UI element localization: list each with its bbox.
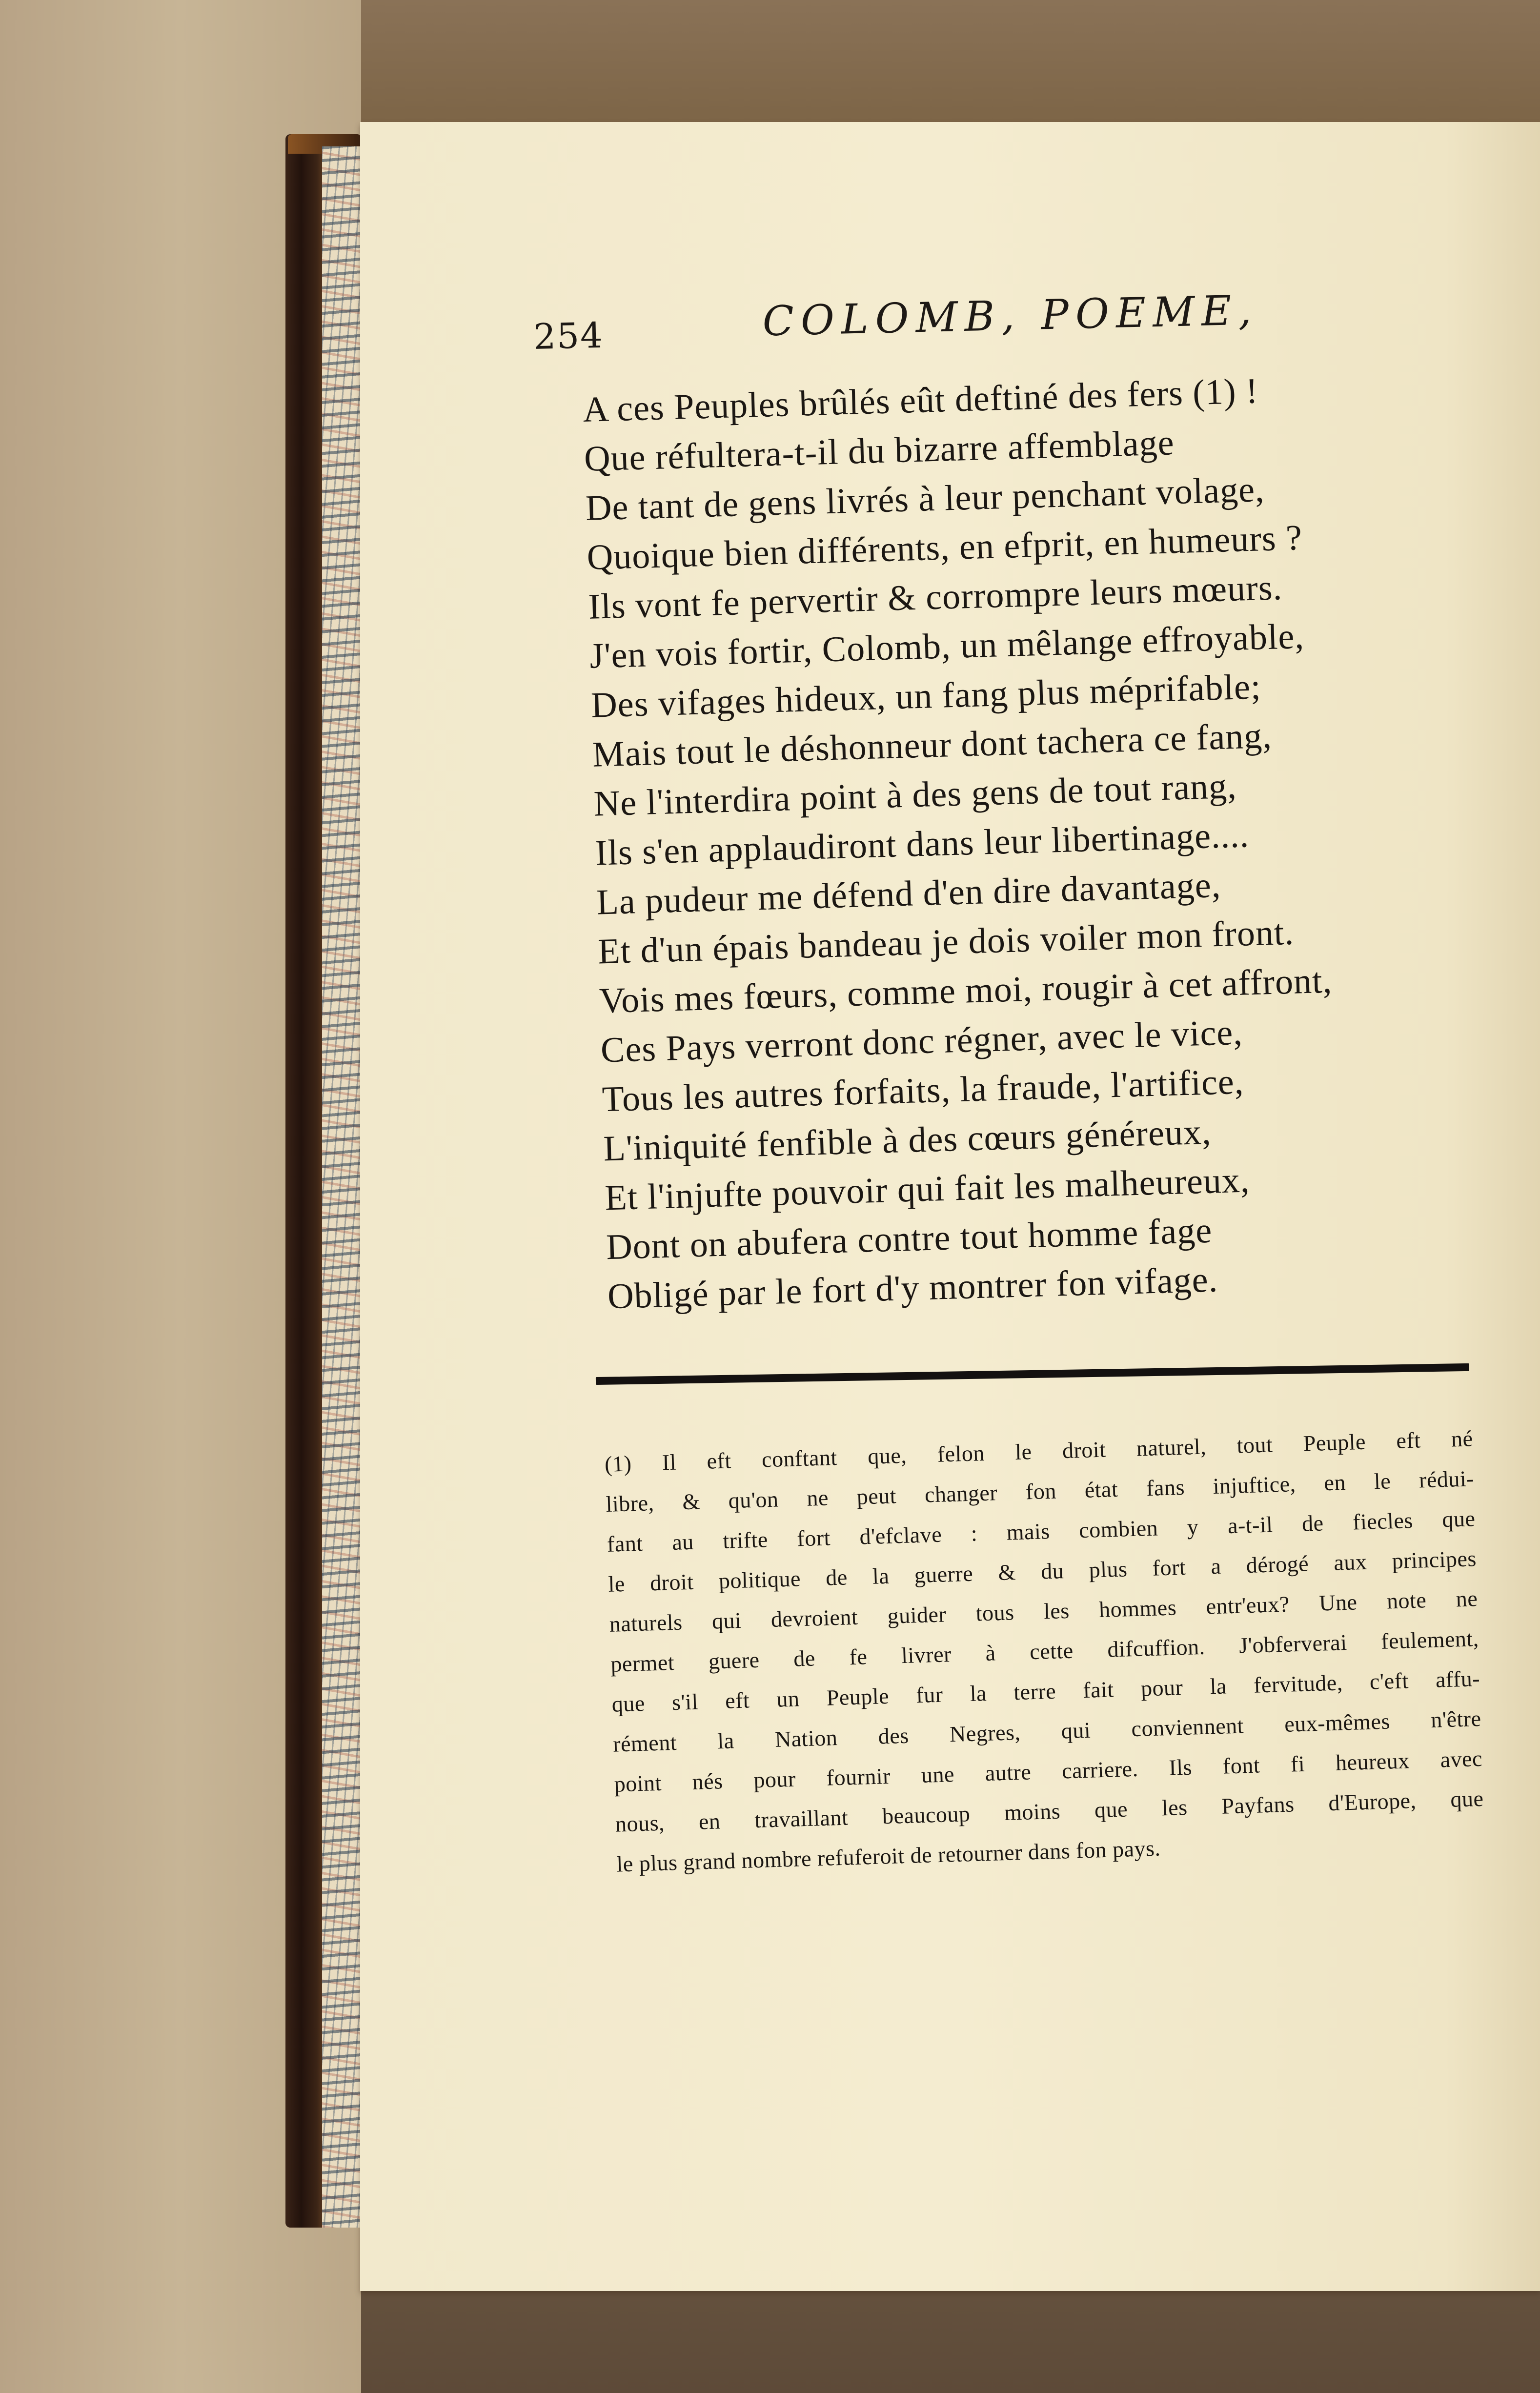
footnote-line: (1) Il eft conftant que, felon le droit naturel, tout Peuple eft né [604,1426,1474,1477]
footnote-line: nous, en travaillant beaucoup moins que les Payfans d'Europe, que [615,1785,1484,1837]
verse-line: Mais tout le déshonneur dont tachera ce fang, [591,715,1273,775]
verse-line: A ces Peuples brûlés eût deftiné des fers (1) ! [582,371,1259,430]
verse-line: L'iniquité fenfible à des cœurs généreux, [603,1112,1212,1169]
book-page [360,122,1540,2291]
verse-line: Et d'un épais bandeau je dois voiler mon front. [597,912,1295,972]
poem-verse [582,360,1511,1321]
verse-line: Des vifages hideux, un fang plus méprifable; [590,667,1262,726]
verse-line: Vois mes fœurs, comme moi, rougir à cet affront, [599,960,1333,1021]
footnote-rule [596,1363,1469,1385]
footnote-line: naturels qui devroient guider tous les hommes entr'eux? Une note ne [609,1586,1478,1637]
verse-line: Dont on abufera contre tout homme fage [606,1210,1213,1268]
footnote-line: rément la Nation des Negres, qui conviennent eux-mêmes n'être [612,1705,1482,1757]
verse-line: La pudeur me défend d'en dire davantage, [596,865,1222,923]
running-title: COLOMB, POEME, [762,286,1259,345]
verse-line: Obligé par le fort d'y montrer fon vifage. [607,1259,1219,1317]
footnote [604,1419,1485,1884]
verse-line: Ils s'en applaudiront dans leur libertinage.... [594,815,1250,873]
verse-line: Et l'injufte pouvoir qui fait les malheureux, [604,1160,1251,1218]
verse-line: Ne l'interdira point à des gens de tout rang, [593,766,1237,824]
footnote-line: fant au trifte fort d'efclave : mais combien y a-t-il de fiecles que [607,1506,1476,1557]
book-spine [285,134,324,2228]
footnote-line: que s'il eft un Peuple fur la terre fait pour la fervitude, c'eft affu- [611,1665,1480,1717]
footnote-line: le droit politique de la guerre & du plus fort a dérogé aux principes [608,1546,1477,1597]
footnote-line: point nés pour fournir une autre carriere. Ils font fi heureux avec [613,1745,1483,1797]
verse-line: Que réfultera-t-il du bizarre affemblage [584,423,1175,479]
verse-line: Quoique bien différents, en efprit, en humeurs ? [586,517,1303,578]
verse-line: De tant de gens livrés à leur penchant volage, [585,469,1265,528]
page-number: 254 [533,314,604,357]
verse-line: Tous les autres forfaits, la fraude, l'artifice, [601,1061,1245,1120]
footnote-line: le plus grand nombre refuferoit de retourner dans fon pays. [616,1835,1161,1877]
verse-line: J'en vois fortir, Colomb, un mêlange effroyable, [589,616,1305,676]
verse-line: Ils vont fe pervertir & corrompre leurs mœurs. [588,568,1283,627]
footnote-line: permet guere de fe livrer à cette difcuffion. J'obferverai feulement, [610,1626,1479,1677]
page-header [533,283,1412,356]
footnote-line: libre, & qu'on ne peut changer fon état fans injuftice, en le rédui- [605,1466,1475,1517]
marbled-page-edge [322,146,360,2228]
verse-line: Ces Pays verront donc régner, avec le vice, [600,1012,1243,1071]
